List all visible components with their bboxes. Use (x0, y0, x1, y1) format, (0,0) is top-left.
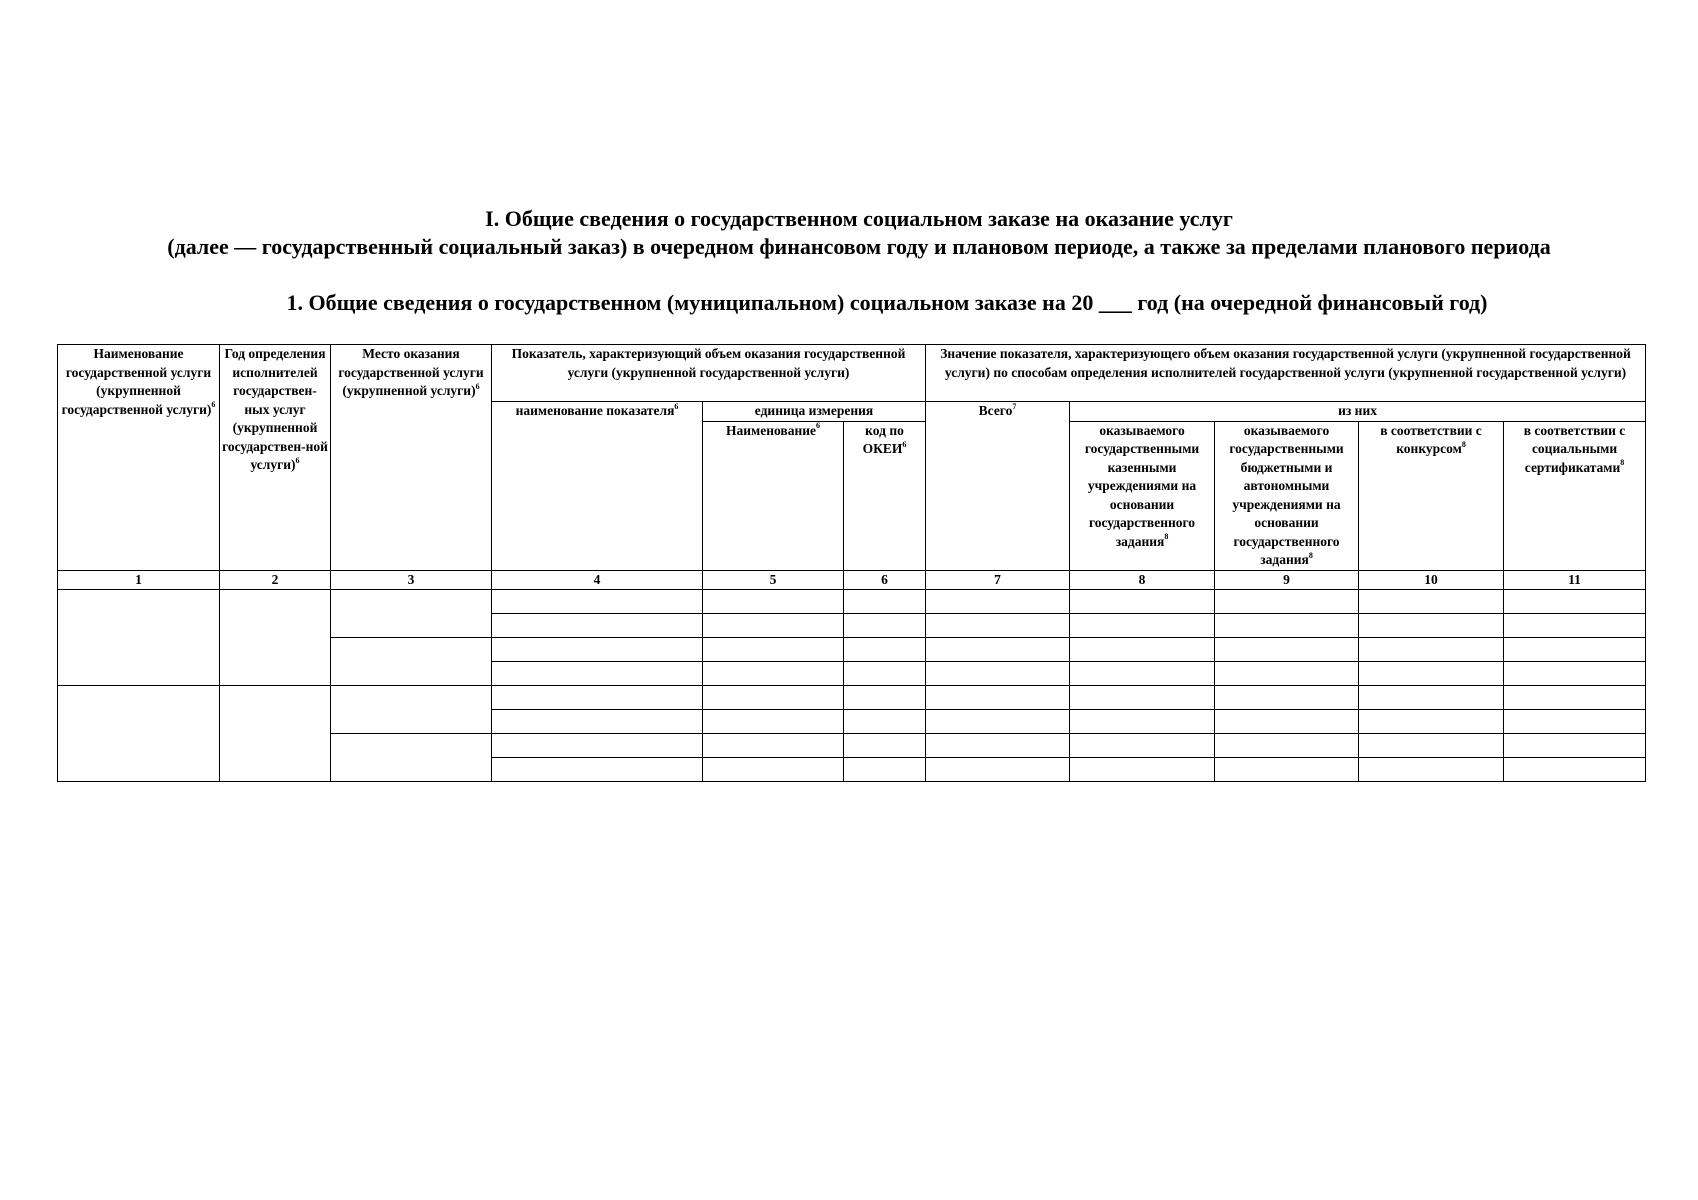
okei-code-cell[interactable] (844, 589, 926, 613)
column-number: 6 (844, 570, 926, 589)
state-institutions-cell[interactable] (1070, 637, 1215, 661)
header-year-of-determination: Год определения исполнителей государствен-ных услуг (укрупненной государствен-ной услуги)$^6$ (220, 345, 331, 571)
okei-code-cell[interactable] (844, 661, 926, 685)
indicator-name-cell[interactable] (492, 589, 703, 613)
budget-institutions-cell[interactable] (1215, 733, 1359, 757)
place-cell[interactable] (331, 589, 492, 637)
indicator-name-cell[interactable] (492, 685, 703, 709)
year-cell[interactable] (220, 685, 331, 781)
total-cell[interactable] (926, 613, 1070, 637)
unit-name-cell[interactable] (703, 685, 844, 709)
total-cell[interactable] (926, 661, 1070, 685)
table-row (58, 589, 1646, 613)
unit-name-cell[interactable] (703, 709, 844, 733)
column-number: 8 (1070, 570, 1215, 589)
indicator-name-cell[interactable] (492, 661, 703, 685)
column-number: 11 (1504, 570, 1646, 589)
service-name-cell[interactable] (58, 589, 220, 685)
header-by-social-certificates: в соответствии с социальными сертификатами$^8$ (1504, 421, 1646, 570)
header-indicator-name: наименование показателя$^6$ (492, 402, 703, 571)
header-service-name: Наименование государственной услуги (укрупненной государственной услуги)$^6$ (58, 345, 220, 571)
certificates-cell[interactable] (1504, 613, 1646, 637)
service-name-cell[interactable] (58, 685, 220, 781)
budget-institutions-cell[interactable] (1215, 637, 1359, 661)
indicator-name-cell[interactable] (492, 733, 703, 757)
indicator-name-cell[interactable] (492, 709, 703, 733)
indicator-name-cell[interactable] (492, 613, 703, 637)
state-institutions-cell[interactable] (1070, 589, 1215, 613)
header-by-competition: в соответствии с конкурсом$^8$ (1359, 421, 1504, 570)
section-title: I. Общие сведения о государственном социальном заказе на оказание услуг (485, 206, 1233, 231)
column-number: 7 (926, 570, 1070, 589)
state-institutions-cell[interactable] (1070, 661, 1215, 685)
header-okei-code: код по ОКЕИ$^6$ (844, 421, 926, 570)
state-institutions-cell[interactable] (1070, 613, 1215, 637)
total-cell[interactable] (926, 637, 1070, 661)
header-unit-of-measure: единица измерения (703, 402, 926, 422)
header-of-which: из них (1070, 402, 1646, 422)
header-value-group: Значение показателя, характеризующего объем оказания государственной услуги (укрупненной государственной услуги) по способам определения исполнителей государственной услуги (укрупненной государственной услуги) (926, 345, 1646, 402)
column-number-row (58, 570, 1646, 589)
competition-cell[interactable] (1359, 733, 1504, 757)
unit-name-cell[interactable] (703, 637, 844, 661)
budget-institutions-cell[interactable] (1215, 709, 1359, 733)
competition-cell[interactable] (1359, 661, 1504, 685)
unit-name-cell[interactable] (703, 661, 844, 685)
budget-institutions-cell[interactable] (1215, 757, 1359, 781)
budget-institutions-cell[interactable] (1215, 661, 1359, 685)
total-cell[interactable] (926, 757, 1070, 781)
column-number: 1 (58, 570, 220, 589)
header-indicator-group: Показатель, характеризующий объем оказания государственной услуги (укрупненной государственной услуги) (492, 345, 926, 402)
social-order-table (57, 344, 1646, 782)
state-institutions-cell[interactable] (1070, 685, 1215, 709)
competition-cell[interactable] (1359, 685, 1504, 709)
certificates-cell[interactable] (1504, 757, 1646, 781)
state-institutions-cell[interactable] (1070, 709, 1215, 733)
unit-name-cell[interactable] (703, 733, 844, 757)
competition-cell[interactable] (1359, 613, 1504, 637)
state-institutions-cell[interactable] (1070, 757, 1215, 781)
column-number: 4 (492, 570, 703, 589)
section-title-continuation: (далее — государственный социальный заказ) в очередном финансовом году и плановом периоде, а также за пределами планового периода (167, 234, 1551, 259)
unit-name-cell[interactable] (703, 589, 844, 613)
header-state-institutions: оказываемого государственными казенными учреждениями на основании государственного задания$^8$ (1070, 421, 1215, 570)
competition-cell[interactable] (1359, 589, 1504, 613)
total-cell[interactable] (926, 685, 1070, 709)
column-number: 9 (1215, 570, 1359, 589)
header-place-of-service: Место оказания государственной услуги (укрупненной услуги)$^6$ (331, 345, 492, 571)
state-institutions-cell[interactable] (1070, 733, 1215, 757)
budget-institutions-cell[interactable] (1215, 589, 1359, 613)
okei-code-cell[interactable] (844, 685, 926, 709)
unit-name-cell[interactable] (703, 613, 844, 637)
budget-institutions-cell[interactable] (1215, 613, 1359, 637)
budget-institutions-cell[interactable] (1215, 685, 1359, 709)
column-number: 10 (1359, 570, 1504, 589)
column-number: 3 (331, 570, 492, 589)
okei-code-cell[interactable] (844, 709, 926, 733)
total-cell[interactable] (926, 733, 1070, 757)
header-unit-name: Наименование$^6$ (703, 421, 844, 570)
certificates-cell[interactable] (1504, 733, 1646, 757)
indicator-name-cell[interactable] (492, 757, 703, 781)
indicator-name-cell[interactable] (492, 637, 703, 661)
column-number: 5 (703, 570, 844, 589)
okei-code-cell[interactable] (844, 637, 926, 661)
competition-cell[interactable] (1359, 637, 1504, 661)
total-cell[interactable] (926, 589, 1070, 613)
subsection-title: 1. Общие сведения о государственном (муниципальном) социальном заказе на 20 ___ год (на очередной финансовый год) (286, 290, 1488, 315)
certificates-cell[interactable] (1504, 661, 1646, 685)
competition-cell[interactable] (1359, 709, 1504, 733)
total-cell[interactable] (926, 709, 1070, 733)
header-budget-institutions: оказываемого государственными бюджетными и автономными учреждениями на основании государственного задания$^8$ (1215, 421, 1359, 570)
place-cell[interactable] (331, 733, 492, 781)
okei-code-cell[interactable] (844, 733, 926, 757)
competition-cell[interactable] (1359, 757, 1504, 781)
header-total: Всего$^7$ (926, 402, 1070, 571)
certificates-cell[interactable] (1504, 709, 1646, 733)
year-cell[interactable] (220, 589, 331, 685)
column-number: 2 (220, 570, 331, 589)
place-cell[interactable] (331, 637, 492, 685)
certificates-cell[interactable] (1504, 637, 1646, 661)
place-cell[interactable] (331, 685, 492, 733)
okei-code-cell[interactable] (844, 757, 926, 781)
okei-code-cell[interactable] (844, 613, 926, 637)
unit-name-cell[interactable] (703, 757, 844, 781)
certificates-cell[interactable] (1504, 685, 1646, 709)
header-row-1 (58, 345, 1646, 402)
table-row (58, 685, 1646, 709)
certificates-cell[interactable] (1504, 589, 1646, 613)
